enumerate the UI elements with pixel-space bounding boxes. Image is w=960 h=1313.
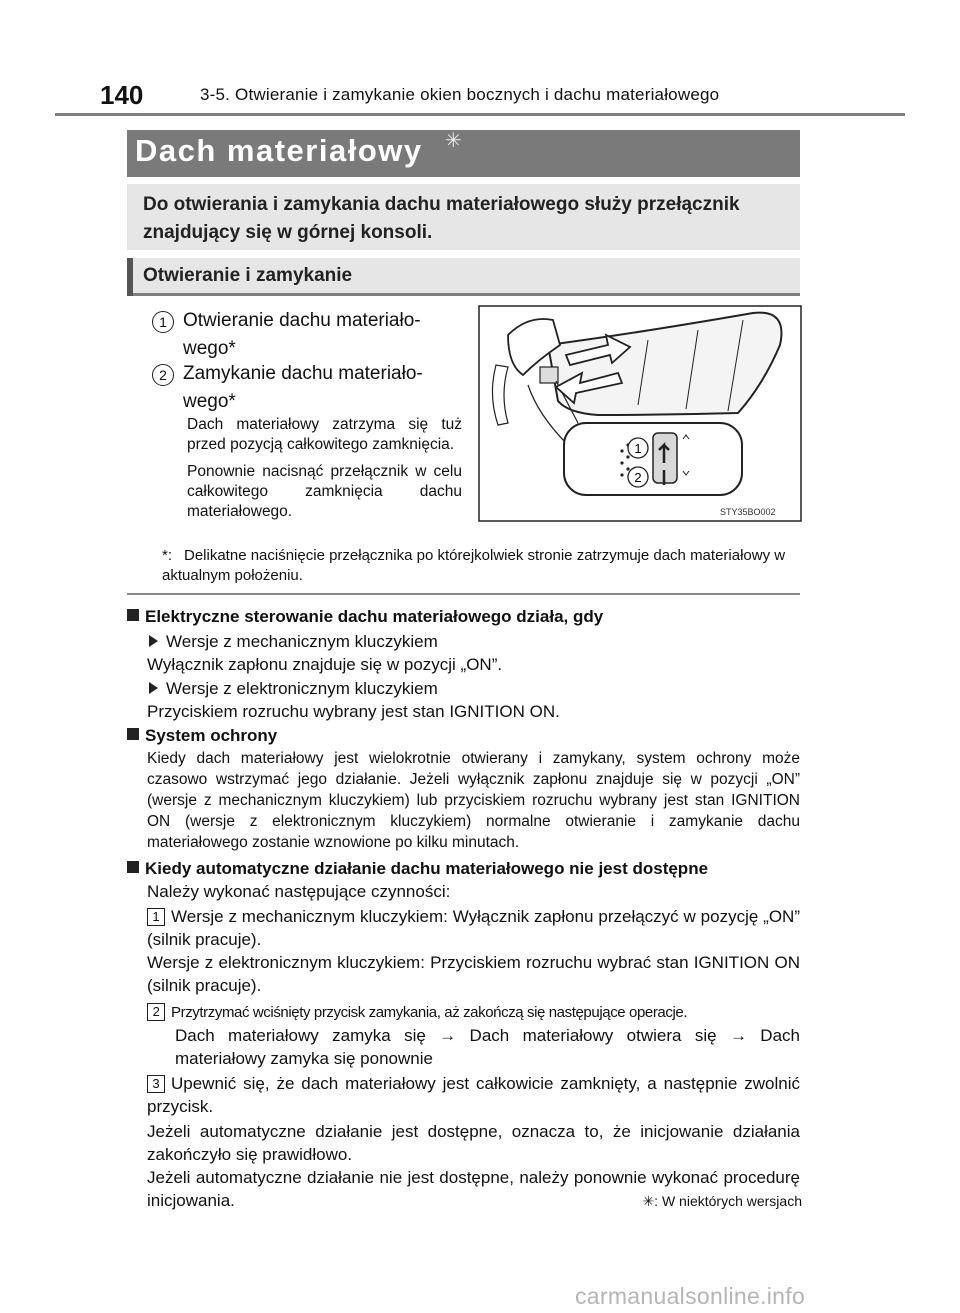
intro-box: [127, 184, 800, 250]
item-number-1: 1: [152, 311, 174, 333]
watermark: carmanualsonline.info: [575, 1283, 806, 1309]
step-3-number: 3: [147, 1075, 165, 1093]
note-stop: Dach materiałowy zatrzyma się tuż przed pozycją całkowitego zamknięcia.: [187, 416, 462, 453]
callout-2-label: 2: [634, 470, 642, 485]
item-close-text: Zamykanie dachu materiało-wego*: [183, 363, 423, 412]
automatic-section: [127, 857, 800, 1212]
page-title: Dach materiałowy: [135, 133, 423, 168]
item-number-2: 2: [152, 364, 174, 386]
item-open-text: Otwieranie dachu materiało-wego*: [183, 310, 421, 359]
console-switch: [540, 367, 558, 383]
protection-heading-row: [127, 724, 800, 747]
automatic-heading-row: [127, 857, 800, 880]
electric-heading: Elektryczne sterowanie dachu materiałowego działa, gdy: [145, 607, 604, 626]
variant-mech-row: [127, 630, 800, 653]
automatic-heading: Kiedy automatyczne działanie dachu materiałowego nie jest dostępne: [145, 859, 709, 878]
section-marker: [127, 258, 133, 296]
step-3-text: Upewnić się, że dach materiałowy jest całkowicie zamknięty, a następnie zwolnić przycisk.: [147, 1074, 800, 1116]
variant-smart-row: [127, 677, 800, 700]
roof-switch-illustration: [478, 305, 802, 522]
page-number: 140: [100, 80, 144, 110]
electric-section: [127, 605, 800, 723]
versions-note: ✳: W niektórych wersjach: [642, 1193, 802, 1209]
footnote-star: *:: [162, 547, 173, 564]
figure-label: STY35BO002: [720, 507, 776, 517]
footnote-text: Delikatne naciśnięcie przełącznika po którejkolwiek stronie zatrzymuje dach materiałowy w aktualnym położeniu.: [162, 547, 786, 584]
triangle-bullet-icon: [149, 682, 158, 694]
section-header: [127, 258, 800, 296]
header-divider: [55, 113, 905, 116]
protection-heading: System ochrony: [145, 726, 278, 745]
variant-smart-text: Przyciskiem rozruchu wybrany jest stan IGNITION ON.: [147, 702, 560, 721]
electric-heading-row: [127, 605, 800, 628]
square-bullet-icon: [127, 861, 139, 873]
note-press-again: Ponownie nacisnąć przełącznik w celu całkowitego zamknięcia dachu materiałowego.: [187, 463, 462, 520]
variant-mech: Wersje z mechanicznym kluczykiem: [166, 632, 438, 651]
automatic-intro: Należy wykonać następujące czynności:: [147, 882, 451, 901]
step-1-text-b: Wersje z elektronicznym kluczykiem: Przyciskiem rozruchu wybrać stan IGNITION ON (silnik pracuje).: [147, 953, 800, 995]
automatic-fail-text: Jeżeli automatyczne działanie nie jest dostępne, należy ponownie wykonać procedurę inicjowania.: [147, 1168, 800, 1210]
close-notes: [187, 415, 462, 529]
variant-mech-text: Wyłącznik zapłonu znajduje się w pozycji „ON”.: [147, 655, 503, 674]
step-1: [127, 905, 800, 951]
step-2-text-b: Dach materiałowy zamyka się → Dach materiałowy otwiera się → Dach materiałowy zamyka się ponownie: [175, 1026, 800, 1068]
square-bullet-icon: [127, 609, 139, 621]
callout-1-label: 1: [634, 441, 642, 456]
footnote: [162, 546, 802, 586]
protection-section: [127, 724, 800, 853]
step-2: [127, 1001, 800, 1024]
asterisk-icon: ✳: [445, 130, 462, 152]
protection-text: Kiedy dach materiałowy jest wielokrotnie otwierany i zamykany, system ochrony może czasowo wstrzymać jego działanie. Jeżeli wyłącznik zapłonu znajduje się w pozycji „ON” (wersje z mechanicznym kluczykiem) lub przyciskiem rozruchu wybrany jest stan IGNITION ON (wersje z elektronicznym kluczykiem) normalne otwieranie i zamykanie dachu materiałowego zostanie wznowione po kilku minutach.: [147, 750, 800, 851]
page-title-bar: [127, 130, 800, 177]
step-1-number: 1: [147, 908, 165, 926]
automatic-ok-text: Jeżeli automatyczne działanie jest dostępne, oznacza to, że inicjowanie działania zakończyło się prawidłowo.: [147, 1122, 800, 1164]
section-title: Otwieranie i zamykanie: [143, 265, 353, 286]
section-divider: [127, 593, 800, 595]
chapter-title: 3-5. Otwieranie i zamykanie okien bocznych i dachu materiałowego: [200, 85, 720, 104]
triangle-bullet-icon: [149, 635, 158, 647]
step-2-text-a: Przytrzymać wciśnięty przycisk zamykania, aż zakończą się następujące operacje.: [171, 1004, 688, 1021]
step-1-text-a: Wersje z mechanicznym kluczykiem: Wyłącznik zapłonu przełączyć w pozycję „ON” (silnik pracuje).: [147, 907, 800, 949]
variant-smart: Wersje z elektronicznym kluczykiem: [166, 679, 438, 698]
step-2-number: 2: [147, 1003, 165, 1021]
intro-text: Do otwierania i zamykania dachu materiałowego służy przełącznik znajdujący się w górnej konsoli.: [143, 194, 740, 243]
square-bullet-icon: [127, 728, 139, 740]
step-3: [127, 1072, 800, 1118]
